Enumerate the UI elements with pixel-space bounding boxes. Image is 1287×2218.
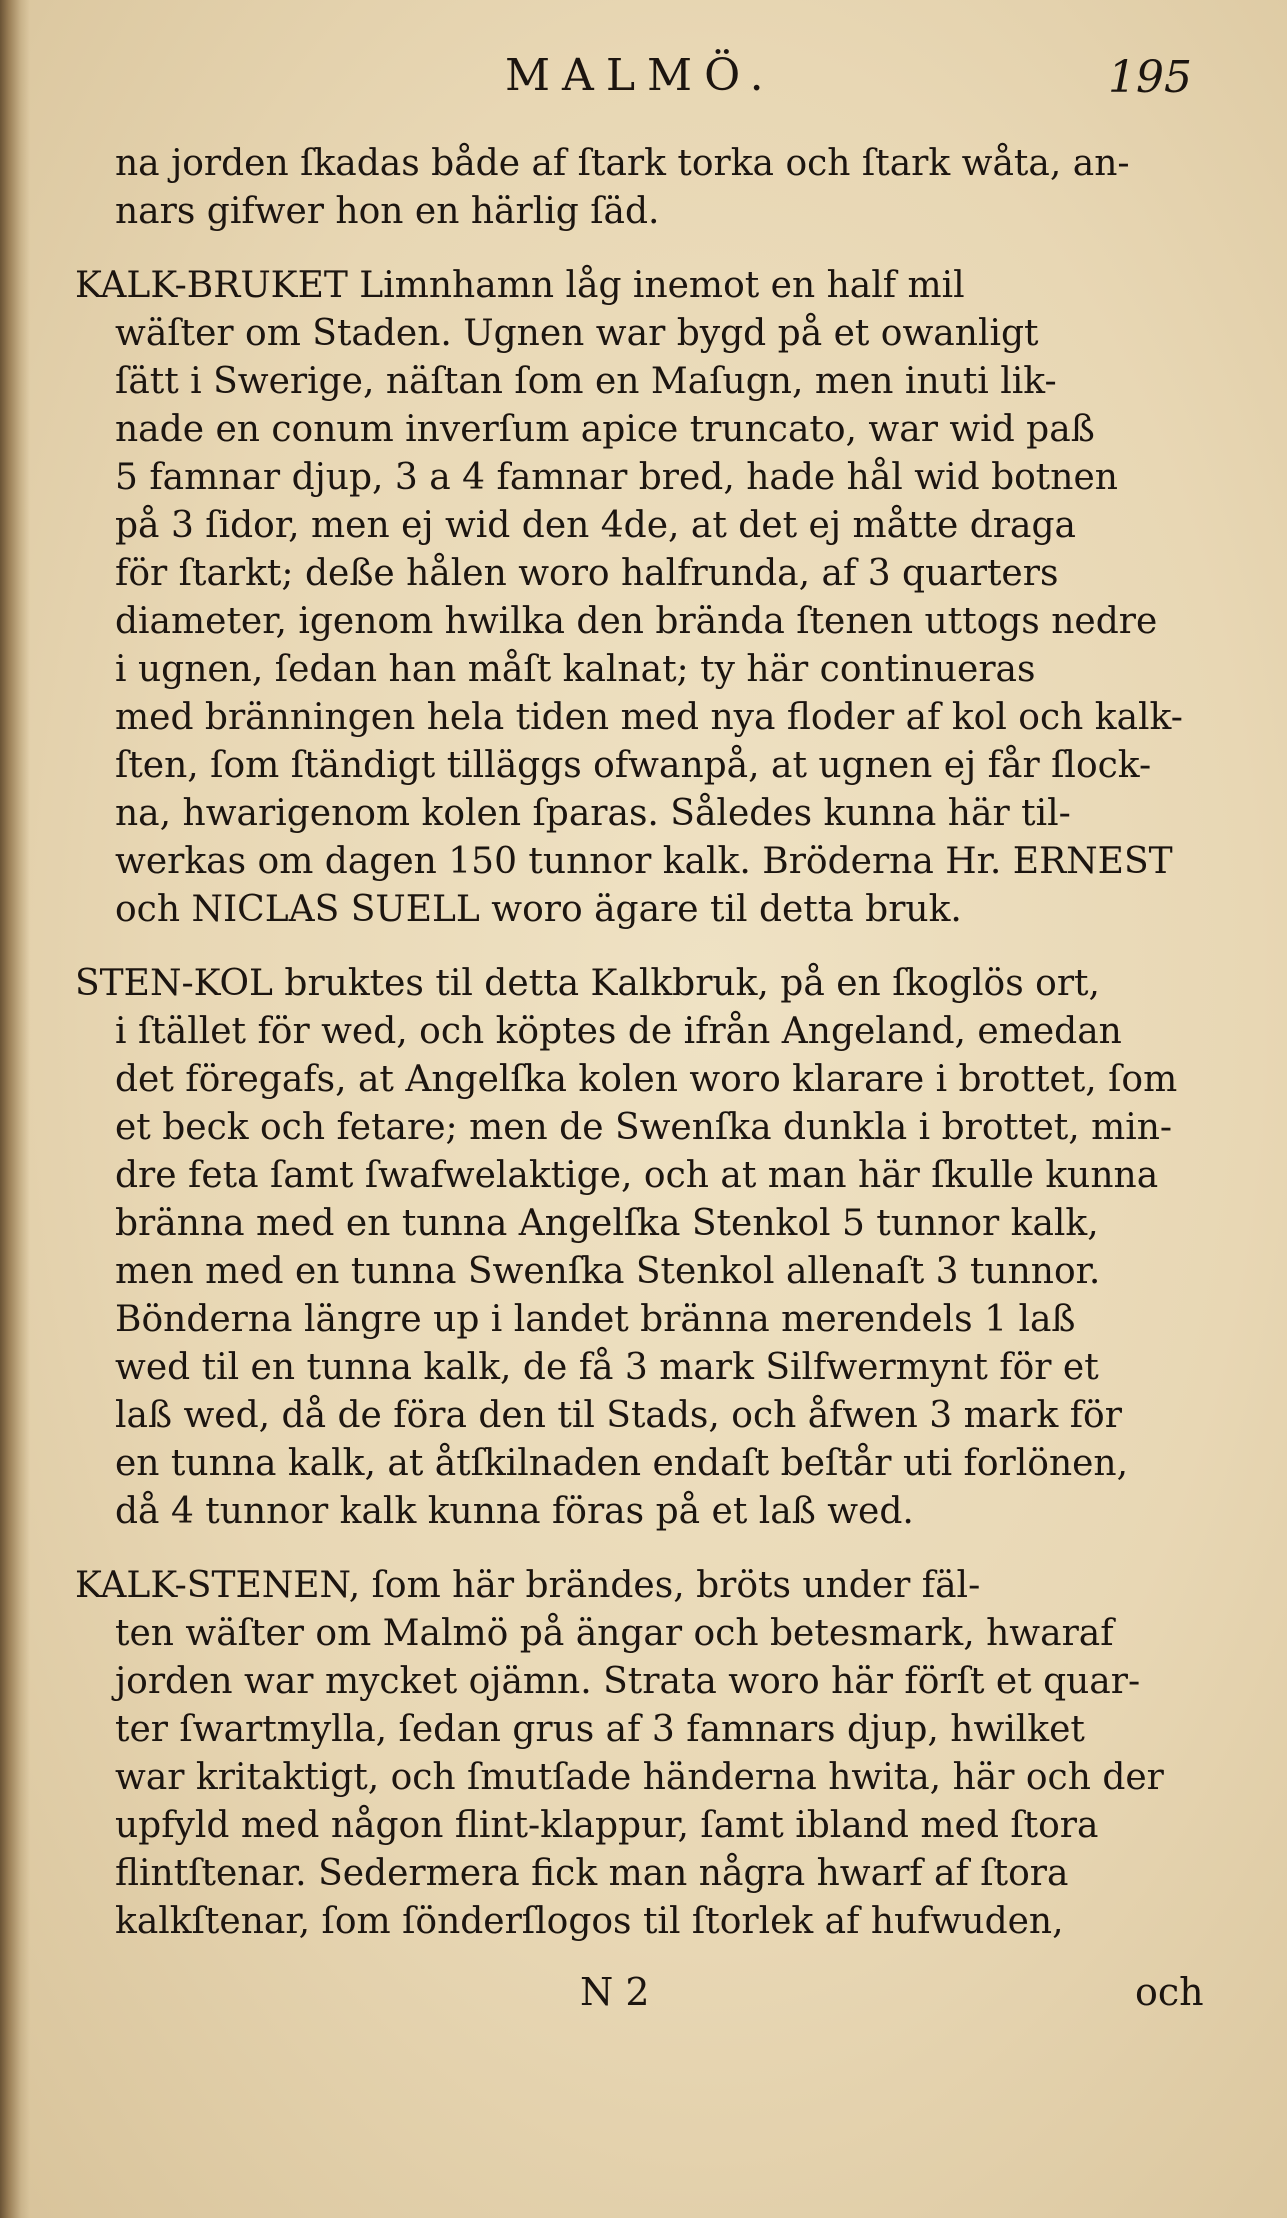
text-line: ſten, ſom ſtändigt tilläggs ofwanpå, at ugnen ej får ſlock-	[115, 745, 1152, 786]
text-line: Bönderna längre up i landet bränna merendels 1 laß	[115, 1299, 1076, 1340]
text-line: på 3 ſidor, men ej wid den 4de, at det ej måtte draga	[115, 505, 1076, 546]
text-line: med bränningen hela tiden med nya floder af kol och kalk-	[115, 697, 1183, 738]
text-line: i ſtället för wed, och köptes de ifrån Angeland, emedan	[115, 1011, 1122, 1052]
text-line: ſätt i Swerige, näſtan ſom en Maſugn, men inuti lik-	[115, 361, 1057, 402]
text-line: ter ſwartmylla, ſedan grus af 3 famnars djup, hwilket	[115, 1709, 1085, 1750]
text-line: en tunna kalk, at åtſkilnaden endaſt beſtår uti forlönen,	[115, 1443, 1129, 1484]
text-line: bränna med en tunna Angelſka Stenkol 5 tunnor kalk,	[115, 1203, 1099, 1244]
text-line: wäſter om Staden. Ugnen war bygd på et owanligt	[115, 313, 1039, 354]
text-line: KALK-BRUKET Limnhamn låg inemot en half mil	[75, 265, 965, 306]
text-line: diameter, igenom hwilka den brända ſtenen uttogs nedre	[115, 601, 1158, 642]
paragraph	[0, 262, 1287, 934]
text-line: då 4 tunnor kalk kunna föras på et laß wed.	[115, 1491, 914, 1532]
signature-mark: N 2	[580, 1970, 650, 2014]
text-line: KALK-STENEN, ſom här brändes, bröts under fäl-	[75, 1565, 981, 1606]
text-line: laß wed, då de föra den til Stads, och åfwen 3 mark för	[115, 1395, 1122, 1436]
text-line: ten wäſter om Malmö på ängar och betesmark, hwaraf	[115, 1613, 1114, 1654]
text-line: det föregafs, at Angelſka kolen woro klarare i brottet, ſom	[115, 1059, 1178, 1100]
text-line: nade en conum inverſum apice truncato, war wid paß	[115, 409, 1095, 450]
text-line: jorden war mycket ojämn. Strata woro här förſt et quar-	[115, 1661, 1141, 1702]
text-line: 5 famnar djup, 3 a 4 famnar bred, hade hål wid botnen	[115, 457, 1118, 498]
body-text	[0, 140, 1287, 1946]
text-line: dre feta ſamt ſwafwelaktige, och at man här ſkulle kunna	[115, 1155, 1159, 1196]
text-line: et beck och fetare; men de Swenſka dunkla i brottet, min-	[115, 1107, 1173, 1148]
paragraph	[0, 140, 1287, 236]
text-line: i ugnen, ſedan han måſt kalnat; ty här continueras	[115, 649, 1036, 690]
catchword: och	[1135, 1970, 1204, 2014]
text-line: för ſtarkt; deße hålen woro halfrunda, af 3 quarters	[115, 553, 1059, 594]
text-line: flintſtenar. Sedermera fick man några hwarf af ſtora	[115, 1853, 1069, 1894]
text-line: na jorden ſkadas både af ſtark torka och ſtark wåta, an-	[115, 143, 1130, 184]
text-line: STEN-KOL bruktes til detta Kalkbruk, på en ſkoglös ort,	[75, 963, 1100, 1004]
page-number: 195	[1108, 52, 1192, 103]
text-line: nars gifwer hon en härlig ſäd.	[115, 191, 660, 232]
text-line: upfyld med någon flint-klappur, ſamt ibland med ſtora	[115, 1805, 1099, 1846]
page-header	[0, 50, 1287, 110]
text-line: kalkſtenar, ſom ſönderſlogos til ſtorlek af hufwuden,	[115, 1901, 1064, 1942]
paragraph	[0, 960, 1287, 1536]
text-line: war kritaktigt, och ſmutſade händerna hwita, här och der	[115, 1757, 1164, 1798]
text-line: na, hwarigenom kolen ſparas. Således kunna här til-	[115, 793, 1071, 834]
text-line: men med en tunna Swenſka Stenkol allenaſt 3 tunnor.	[115, 1251, 1101, 1292]
text-line: wed til en tunna kalk, de få 3 mark Silfwermynt för et	[115, 1347, 1099, 1388]
text-line: och NICLAS SUELL woro ägare til detta bruk.	[115, 889, 962, 930]
text-line: werkas om dagen 150 tunnor kalk. Bröderna Hr. ERNEST	[115, 841, 1173, 882]
running-title: MALMÖ.	[505, 50, 776, 101]
page-footer	[0, 1970, 1287, 2030]
paragraph	[0, 1562, 1287, 1946]
